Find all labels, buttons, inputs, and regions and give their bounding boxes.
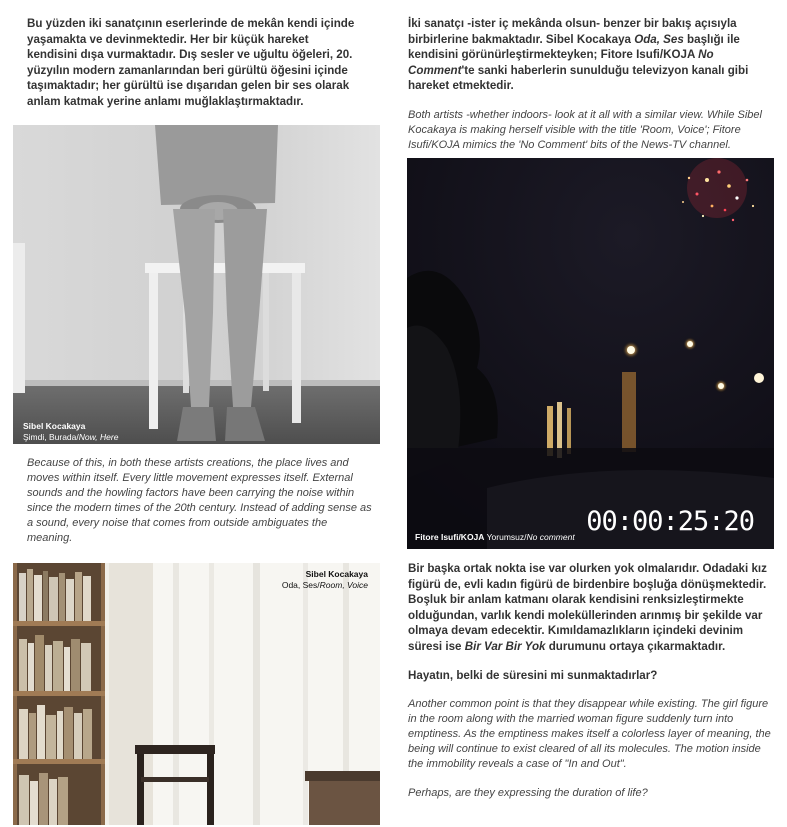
- caption-title-en: Room, Voice: [319, 580, 368, 590]
- text-segment: başlığı ile kendisini görünürleştirmekteyken; Fitore Isufi/KOJA: [408, 32, 740, 61]
- title-no-comment: No Comment: [408, 48, 714, 77]
- right-en-paragraph-2: Another common point is that they disappear while existing. The girl figure in the room along with the married woman figure suddenly turn into emptiness. As the emptiness makes itself a colorless layer of meaning, the being will continue to exist cleared of all its molecules. The motion inside the immobility reveals a case of "In and Out".: [408, 697, 771, 770]
- title-bir-var-bir-yok: Bir Var Bir Yok: [464, 639, 546, 653]
- caption-artist: Sibel Kocakaya: [23, 421, 86, 431]
- text-segment: 'te sanki haberlerin sunulduğu televizyon kanalı gibi hareket etmektedir.: [408, 63, 749, 92]
- video-still-image: [407, 158, 774, 549]
- caption-artist: Fitore Isufi/KOJA: [415, 532, 485, 542]
- right-tr-paragraph-1: [408, 16, 768, 94]
- right-bottom-block: [408, 561, 776, 801]
- photo-room-voice-image: [13, 563, 380, 825]
- photo-now-here: [13, 125, 380, 444]
- right-en-question: Perhaps, are they expressing the duration of life?: [408, 786, 648, 799]
- video-still-no-comment: [407, 158, 774, 549]
- photo-room-voice: [13, 563, 380, 825]
- photo-now-here-image: [13, 125, 380, 444]
- left-en-paragraph: Because of this, in both these artists creations, the place lives and moves within itself. Every little movement expresses itself. External sounds and the howling factors have been carrying the noise within since the modern times of the 20th century. Instead of adding sense as a sound, every noise that comes from outside ambiguates the meaning.: [27, 457, 372, 544]
- photo-now-here-caption: [23, 421, 118, 443]
- right-en-paragraph-1: Both artists -whether indoors- look at it all with a similar view. While Sibel Kocakaya is making herself visible with the title 'Room, Voice'; Fitore Isufi/KOJA mimics the 'No Comment' bits of the News-TV channel.: [408, 108, 762, 151]
- caption-title-tr: Oda, Ses/: [281, 580, 320, 590]
- caption-title-tr: Şimdi, Burada/: [23, 432, 79, 442]
- caption-title-tr: Yorumsuz/: [484, 532, 527, 542]
- text-segment: Bir başka ortak nokta ise var olurken yok olmalarıdır. Odadaki kız figürü de, evli kadın figürü de birdenbire boşluğa dönüşmektedir. Boşluk bir anlam katmanı olarak kendisini renksizleştirmekte olduğundan, varlık kendi moleküllerinden arınmış bir şekilde var olmaya devam edecektir. Kımıldamazlıkların içindeki devinim süresi ise: [408, 562, 767, 653]
- right-top-block: [408, 16, 768, 153]
- text-segment: durumunu ortaya çıkarmaktadır.: [545, 639, 726, 653]
- left-column: [27, 16, 362, 109]
- right-tr-question: Hayatın, belki de süresini mi sunmaktadırlar?: [408, 669, 658, 682]
- left-en-block: [27, 456, 372, 546]
- left-tr-paragraph: Bu yüzden iki sanatçının eserlerinde de mekân kendi içinde yaşamakta ve devinmektedir. Her bir küçük hareket kendisini dışa vurmaktadır. Dış sesler ve uğultu öğeleri, 20. yüzyılın modern zamanlarından beri gürültü öğesini içinde taşımaktadır; her gürültü ise dışarıdan gelen bir ses olarak anlam katmak yerine anlamı muğlaklaştırmaktadır.: [27, 17, 355, 108]
- title-room-voice-tr: Oda, Ses: [634, 32, 684, 46]
- text-segment: İki sanatçı -ister iç mekânda olsun- benzer bir bakış açısıyla birbirlerine bakmaktadır. Sibel Kocakaya: [408, 17, 737, 46]
- caption-title-en: No comment: [526, 532, 575, 542]
- right-tr-paragraph-2: [408, 561, 776, 654]
- caption-title-en: Now, Here: [78, 432, 119, 442]
- video-still-caption: [415, 532, 575, 543]
- caption-artist: Sibel Kocakaya: [305, 569, 368, 579]
- video-timecode: 00:00:25:20: [586, 506, 754, 537]
- photo-room-voice-caption: [282, 569, 368, 591]
